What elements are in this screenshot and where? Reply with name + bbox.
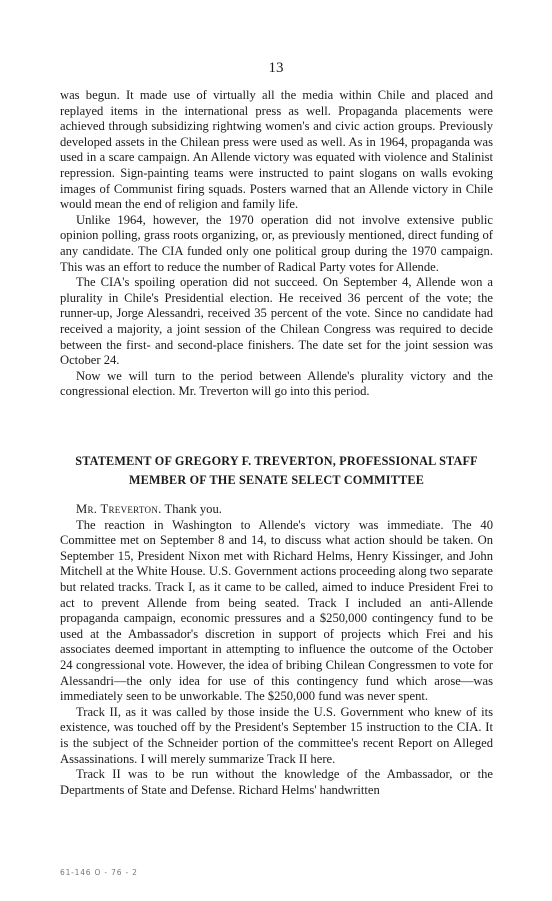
speaker-line — [60, 502, 493, 518]
paragraph: was begun. It made use of virtually all the media within Chile and placed and replayed items in the international press as well. Propaganda placements were achieved through subsidizing rightwing women's and civic action groups. Previously developed assets in the Chilean press were used as well. As in 1964, propaganda was used in a scare campaign. An Allende victory was equated with violence and Stalinist repression. Sign-painting teams were instructed to paint slogans on walls evoking images of Communist firing squads. Posters warned that an Allende victory in Chile would mean the end of religion and family life. — [60, 88, 493, 212]
speaker-text: Thank you. — [161, 502, 222, 516]
speaker-name: Mr. Treverton. — [76, 502, 162, 516]
body-section-1 — [60, 88, 493, 400]
paragraph: Now we will turn to the period between Allende's plurality victory and the congressional election. Mr. Treverton will go into this period. — [60, 368, 493, 399]
paragraph: Unlike 1964, however, the 1970 operation did not involve extensive public opinion polling, grass roots organizing, or, as previously mentioned, direct funding of any candidate. The CIA funded only one political group during the 1970 campaign. This was an effort to reduce the number of Radical Party votes for Allende. — [60, 212, 493, 274]
paragraph: The CIA's spoiling operation did not succeed. On September 4, Allende won a plurality in Chile's Presidential election. He received 36 percent of the vote; the runner-up, Jorge Alessandri, received 35 percent of the vote. Since no candidate had received a majority, a joint session of the Chilean Congress was required to decide between the first- and second-place finishers. The date set for the joint session was October 24. — [60, 275, 493, 368]
page-number: 13 — [268, 60, 284, 76]
paragraph: Track II was to be run without the knowledge of the Ambassador, or the Departments of State and Defense. Richard Helms' handwritten — [60, 767, 493, 797]
paragraph: Track II, as it was called by those inside the U.S. Government who knew of its existence, was touched off by the President's September 15 instruction to the CIA. It is the subject of the Schneider portion of the committee's recent Report on Alleged Assassinations. I will merely summarize Track II here. — [60, 704, 493, 766]
heading-line-2: MEMBER OF THE SENATE SELECT COMMITTEE — [128, 473, 425, 487]
body-section-2 — [60, 502, 493, 798]
heading-line-1: STATEMENT OF GREGORY F. TREVERTON, PROFESSIONAL STAFF — [75, 454, 478, 468]
print-code-footer: 61-146 O - 76 - 2 — [60, 868, 138, 877]
paragraph: The reaction in Washington to Allende's victory was immediate. The 40 Committee met on September 8 and 14, to discuss what action should be taken. On September 15, President Nixon met with Richard Helms, Henry Kissinger, and John Mitchell at the White House. U.S. Government actions proceeding along two separate but related tracks. Track I, as it came to be called, aimed to induce President Frei to act to prevent Allende from being seated. Track I included an anti-Allende propaganda campaign, economic pressures and a $250,000 contingency fund to be used at the Ambassador's discretion in support of projects which Frei and his associates deemed important in attempting to influence the outcome of the October 24 congressional vote. However, the idea of bribing Chilean Congressmen to vote for Alessandri—the only idea for use of this contingency fund which arose—was immediately seen to be unworkable. The $250,000 fund was never spent. — [60, 517, 493, 704]
statement-heading — [60, 452, 493, 490]
